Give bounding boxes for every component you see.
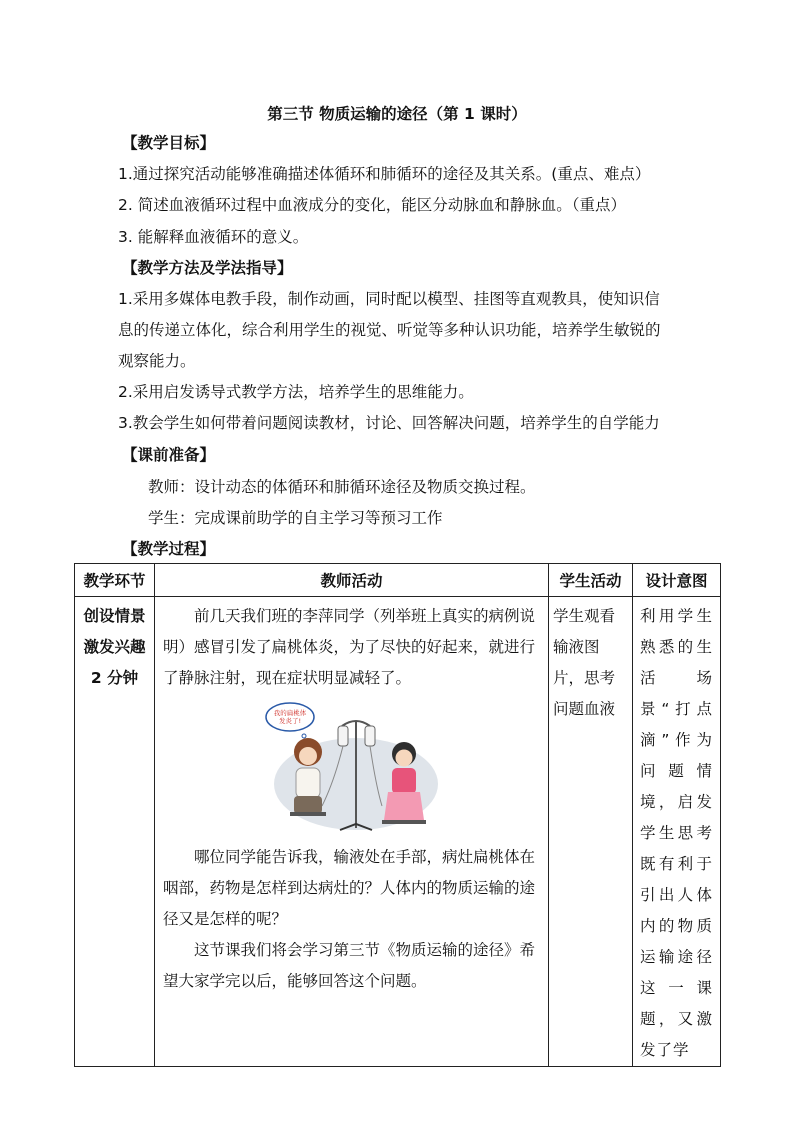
table-row — [75, 597, 721, 1067]
process-table — [74, 563, 721, 1067]
header-design-intent: 设计意图 — [633, 564, 721, 597]
methods-line: 2.采用启发诱导式教学方法，培养学生的思维能力。 — [118, 383, 474, 401]
stage-duration: 2 分钟 — [90, 669, 139, 687]
iv-drip-illustration — [264, 702, 440, 836]
header-stage: 教学环节 — [75, 564, 155, 597]
bubble-text: 我的扁桃体 — [273, 709, 306, 717]
methods-line: 1.采用多媒体电教手段，制作动画，同时配以模型、挂图等直观教具，使知识信 — [118, 290, 660, 308]
teacher-paragraph: 哪位同学能告诉我，输液处在手部，病灶扁桃体在咽部，药物是怎样到达病灶的？人体内的物质运输的途径又是怎样的呢？ — [163, 848, 536, 928]
objective-item: 1.通过探究活动能够准确描述体循环和肺循环的途径及其关系。(重点、难点） — [118, 165, 651, 183]
teacher-paragraph: 前几天我们班的李萍同学（列举班上真实的病例说明）感冒引发了扁桃体炎，为了尽快的好起来，就进行了静脉注射，现在症状明显减轻了。 — [163, 607, 536, 687]
objective-item: 2. 简述血液循环过程中血液成分的变化，能区分动脉血和静脉血。（重点） — [118, 196, 626, 214]
prep-teacher: 教师：设计动态的体循环和肺循环途径及物质交换过程。 — [148, 478, 536, 496]
objective-item: 3. 能解释血液循环的意义。 — [118, 228, 309, 246]
header-student-activity: 学生活动 — [549, 564, 633, 597]
methods-heading: 【教学方法及学法指导】 — [122, 259, 293, 277]
process-heading: 【教学过程】 — [122, 540, 216, 558]
header-teacher-activity: 教师活动 — [155, 564, 549, 597]
table-header-row — [75, 564, 721, 597]
methods-line: 3.教会学生如何带着问题阅读教材，讨论、回答解决问题，培养学生的自学能力 — [118, 414, 660, 432]
student-activity-cell: 学生观看输液图片，思考问题血液 — [549, 597, 633, 1067]
teacher-activity-cell — [155, 597, 549, 1067]
prep-student: 学生：完成课前助学的自主学习等预习工作 — [148, 509, 443, 527]
stage-cell — [75, 597, 155, 1067]
methods-line: 观察能力。 — [118, 352, 196, 370]
objectives-heading: 【教学目标】 — [122, 134, 216, 152]
design-intent-cell: 利用学生熟悉的生活场景“打点滴”作为问题情境，启发学生思考既有利于引出人体内的物质运输途径这一课题，又激发了学 — [633, 597, 721, 1067]
stage-line: 创设情景 — [83, 607, 146, 625]
methods-line: 息的传递立体化，综合利用学生的视觉、听觉等多种认识功能，培养学生敏锐的 — [118, 321, 661, 339]
bubble-text: 发炎了! — [278, 717, 301, 725]
stage-line: 激发兴趣 — [83, 638, 146, 656]
page-title: 第三节 物质运输的途径（第 1 课时） — [267, 105, 527, 123]
prep-heading: 【课前准备】 — [122, 446, 216, 464]
teacher-paragraph: 这节课我们将会学习第三节《物质运输的途径》希望大家学完以后，能够回答这个问题。 — [163, 941, 536, 990]
